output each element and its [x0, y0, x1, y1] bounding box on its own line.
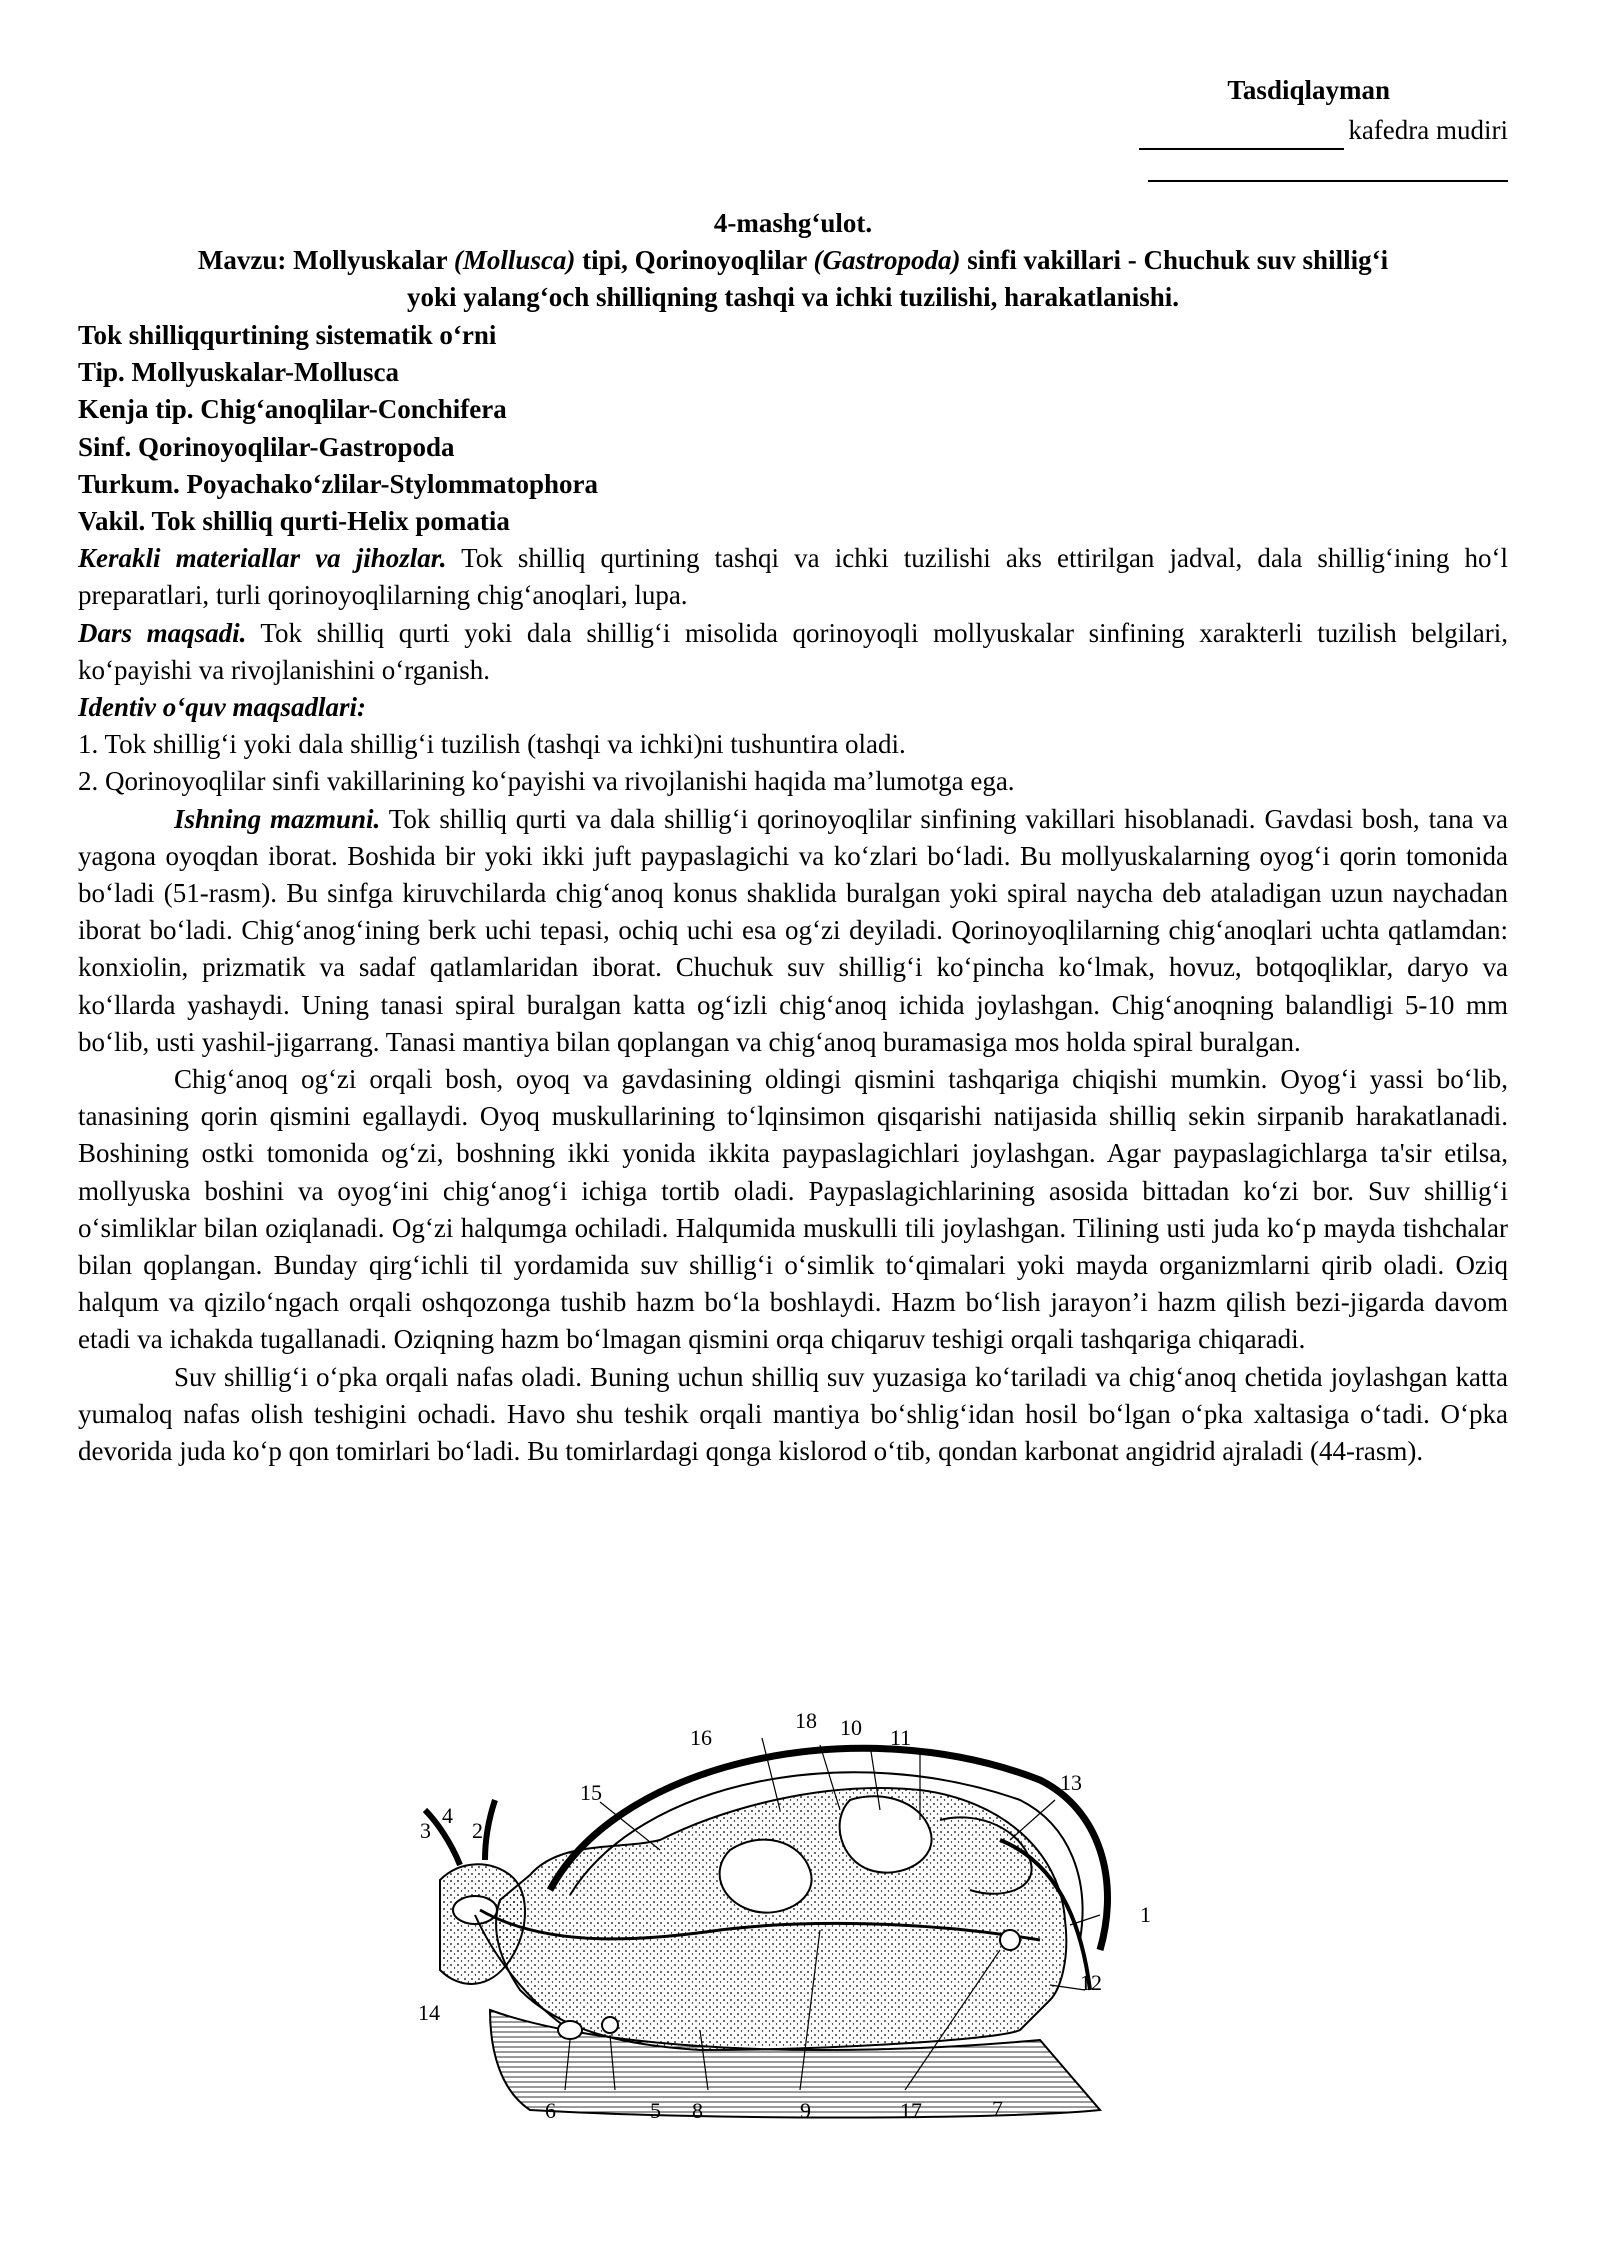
systematics-heading: Tok shilliqqurtining sistematik o‘rni [78, 320, 497, 350]
systematics-turkum: Turkum. Poyachako‘zlilar-Stylommatophora [78, 468, 599, 499]
content-label: Ishning mazmuni. [174, 803, 381, 834]
approval-block [1008, 70, 1508, 193]
lesson-topic-line2: yoki yalang‘och shilliqning tashqi va ichki tuzilishi, harakatlanishi. [407, 282, 1179, 312]
tentacle [485, 1800, 495, 1860]
systematics-vakil: Vakil. Tok shilliq qurti-Helix pomatia [78, 506, 510, 537]
figure-label: 2 [472, 1818, 483, 1843]
objectives-label: Identiv o‘quv maqsadlari: [78, 692, 366, 723]
figure-label: 10 [840, 1715, 862, 1740]
name-line-row [1008, 150, 1508, 193]
goal-text: Tok shilliq qurti yoki dala shillig‘i misolida qorinoyoqli mollyuskalar sinfining xarakterli tuzilish belgilari, ko‘payishi va rivojlanishini o‘rganish. [78, 617, 1508, 685]
figure-label: 11 [890, 1725, 912, 1750]
goal-paragraph [78, 615, 1508, 689]
figure-label: 1 [1140, 1902, 1151, 1927]
systematics-sinf: Sinf. Qorinoyoqlilar-Gastropoda [78, 431, 455, 462]
figure-label: 7 [992, 2096, 1003, 2121]
figure-label: 18 [795, 1708, 817, 1733]
content-p1-text: Tok shilliq qurti va dala shillig‘i qorinoyoqlilar sinfining vakillari hisoblanadi. Gavdasi bosh, tana va yagona oyoqdan iborat. Boshida bir yoki ikki juft paypaslagichi va ko‘zlari bo‘ladi. Bu mollyuskalarning oyog‘i qorin tomonida bo‘ladi (51-rasm). Bu sinfga kiruvchilarda chig‘anoq konus shaklida buralgan yoki spiral naycha deb ataladigan uzun naychadan iborat bo‘ladi. Chig‘anog‘ining berk uchi tepasi, ochiq uchi esa og‘zi deyiladi. Qorinoyoqlilarning chig‘anoqlari uchta qatlamdan: konxiolin, prizmatik va sadaf qatlamlaridan iborat. Chuchuk suv shillig‘i ko‘pincha ko‘lmak, hovuz, botqoqliklar, daryo va ko‘llarda yashaydi. Uning tanasi spiral buralgan katta og‘izli chig‘anoq ichida joylashgan. Chig‘anoqning balandligi 5-10 mm bo‘lib, usti yashil-jigarrang. Tanasi mantiya bilan qoplangan va chig‘anoq buramasiga mos holda spiral buralgan. [78, 803, 1508, 1057]
figure-label: 15 [580, 1780, 602, 1805]
figure-label: 3 [420, 1818, 431, 1843]
approve-title: Tasdiqlayman [1227, 75, 1390, 105]
figure-label: 6 [545, 2098, 556, 2123]
content-paragraph-1 [78, 801, 1508, 1061]
content-paragraph-3: Suv shillig‘i o‘pka orqali nafas oladi. Buning uchun shilliq suv yuzasiga ko‘tariladi va chig‘anoq chetida joylashgan katta yumaloq nafas olish teshigini ochadi. Havo shu teshik orqali mantiya bo‘shlig‘idan hosil bo‘lgan o‘pka xaltasiga o‘tadi. O‘pka devorida juda ko‘p qon tomirlari bo‘ladi. Bu tomirlardagi qonga kislorod o‘tib, qondan karbonat angidrid ajraladi (44-rasm). [78, 1361, 1508, 1467]
ganglion [558, 2021, 582, 2039]
organ [602, 2017, 618, 2033]
lesson-title-block [78, 205, 1508, 316]
approver-role: kafedra mudiri [1348, 115, 1508, 145]
materials-label: Kerakli materiallar va jihozlar. [78, 543, 447, 574]
body-mass [496, 1788, 1066, 2050]
organ [453, 1896, 497, 1924]
approver-role-line [1008, 110, 1508, 150]
lesson-number: 4-mashg‘ulot. [713, 208, 873, 238]
figure-label: 12 [1080, 1970, 1102, 1995]
topic-part: Mavzu: Mollyuskalar [197, 245, 454, 275]
figure-label: 8 [692, 2098, 703, 2123]
objective-item-1: 1. Tok shillig‘i yoki dala shillig‘i tuzilish (tashqi va ichki)ni tushuntira oladi. [78, 729, 906, 760]
topic-part: tipi, Qorinoyoqlilar [575, 245, 814, 275]
lesson-topic [78, 242, 1508, 279]
topic-latin-mollusca: (Mollusca) [453, 245, 576, 275]
goal-label: Dars maqsadi. [78, 617, 247, 648]
objective-item-2: 2. Qorinoyoqlilar sinfi vakillarining ko‘payishi va rivojlanishi haqida ma’lumotga ega. [78, 766, 1015, 797]
figure-label: 4 [442, 1803, 453, 1828]
figure-label: 9 [800, 2098, 811, 2123]
systematics-tip: Tip. Mollyuskalar-Mollusca [78, 357, 400, 388]
figure-label: 17 [900, 2098, 922, 2123]
systematics-kenja: Kenja tip. Chig‘anoqlilar-Conchifera [78, 394, 507, 425]
figure-label: 14 [418, 2000, 440, 2025]
content-paragraph-2: Chig‘anoq og‘zi orqali bosh, oyoq va gavdasining oldingi qismini tashqariga chiqishi mumkin. Oyog‘i yassi bo‘lib, tanasining qorin qismini egallaydi. Oyoq muskullarining to‘lqinsimon qisqarishi natijasida shilliq sekin sirpanib harakatlanadi. Boshining ostki tomonida og‘zi, boshning ikki yonida ikkita paypaslagichlari joylashgan. Agar paypaslagichlarga ta'sir etilsa, mollyuska boshini va oyog‘ini chig‘anog‘i ichiga tortib oladi. Paypaslagichlarining asosida bittadan ko‘zi bor. Suv shillig‘i o‘simliklar bilan oziqlanadi. Og‘zi halqumga ochiladi. Halqumida muskulli tili joylashgan. Tilining usti juda ko‘p mayda tishchalar bilan qoplangan. Bunday qirg‘ichli til yordamida suv shillig‘i o‘simlik to‘qimalari yoki mayda organizmlarni qirib oladi. Oziq halqum va qizilo‘ngach orqali oshqozonga tushib hazm bo‘la boshlaydi. Hazm bo‘lish jarayon’i hazm qilish bezi-jigarda davom etadi va ichakda tugallanadi. Oziqning hazm bo‘lmagan qismini orqa chiqaruv teshigi orqali tashqariga chiqaradi. [78, 1064, 1508, 1355]
organ [720, 1840, 812, 1913]
signature-line [1139, 124, 1344, 150]
name-line [1148, 150, 1508, 182]
figure-label: 16 [690, 1725, 712, 1750]
figure-label: 5 [650, 2098, 661, 2123]
topic-latin-gastropoda: (Gastropoda) [813, 245, 961, 275]
document-body [78, 317, 1508, 1470]
materials-text: Tok shilliq qurtining tashqi va ichki tuzilishi aks ettirilgan jadval, dala shillig‘ining ho‘l preparatlari, turli qorinoyoqlilarning chig‘anoqlari, lupa. [78, 543, 1508, 611]
materials-paragraph [78, 540, 1508, 614]
snail-anatomy-figure [400, 1690, 1190, 2130]
topic-part: sinfi vakillari - Chuchuk suv shillig‘i [960, 245, 1389, 275]
figure-label: 13 [1060, 1770, 1082, 1795]
organ [1000, 1930, 1020, 1950]
